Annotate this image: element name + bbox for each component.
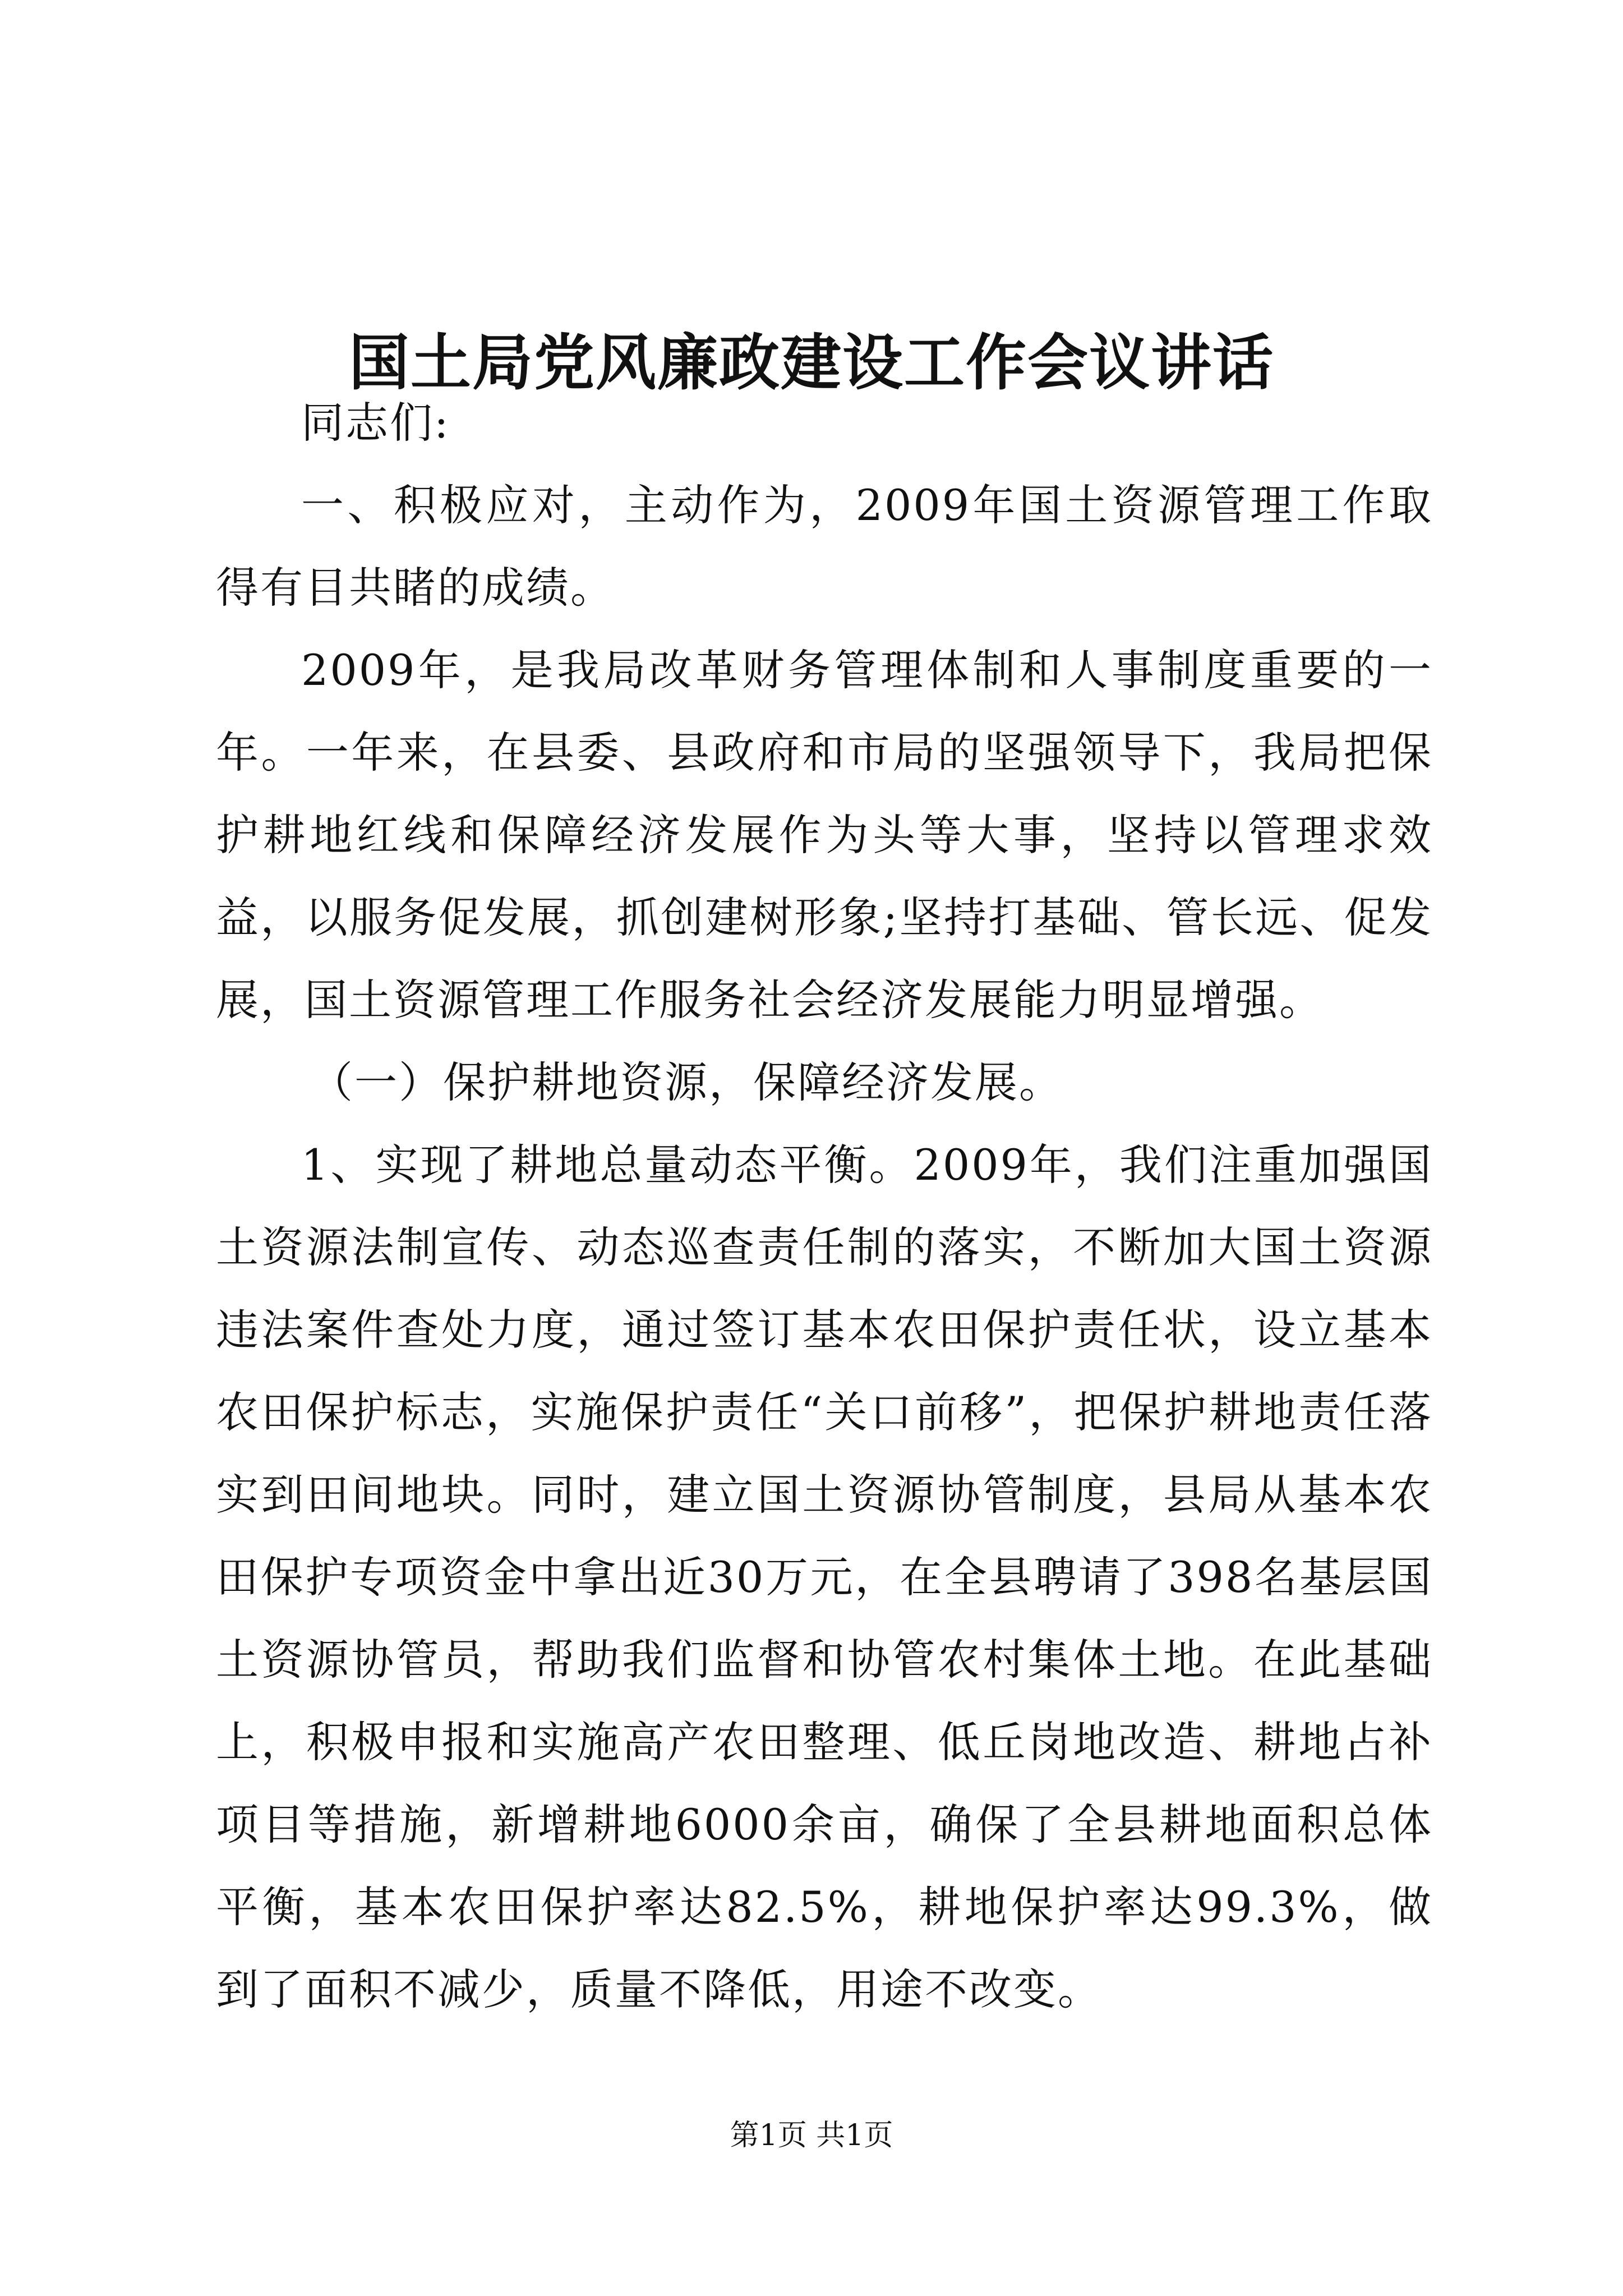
document-title: 国土局党风廉政建设工作会议讲话 [348, 328, 1274, 399]
paragraph-2009-overview: 2009年，是我局改革财务管理体制和人事制度重要的一年。一年来，在县委、县政府和市局的坚强领导下，我局把保护耕地红线和保障经济发展作为头等大事，坚持以管理求效益，以服务促发展，抓创建树形象;坚持打基础、管长远、促发展，国土资源管理工作服务社会经济发展能力明显增强。 [216, 645, 1433, 1025]
document-body [216, 381, 1433, 2031]
paragraph-section-heading: 一、积极应对，主动作为，2009年国土资源管理工作取得有目共睹的成绩。 [216, 480, 1433, 613]
paragraph-salutation: 同志们: [301, 398, 450, 448]
paragraph-subsection-heading: （一）保护耕地资源，保障经济发展。 [310, 1057, 1063, 1107]
paragraph-farmland-balance: 1、实现了耕地总量动态平衡。2009年，我们注重加强国土资源法制宣传、动态巡查责任制的落实，不断加大国土资源违法案件查处力度，通过签订基本农田保护责任状，设立基本农田保护标志，实施保护责任“关口前移”，把保护耕地责任落实到田间地块。同时，建立国土资源协管制度，县局从基本农田保护专项资金中拿出近30万元，在全县聘请了398名基层国土资源协管员，帮助我们监督和协管农村集体土地。在此基础上，积极申报和实施高产农田整理、低丘岗地改造、耕地占补项目等措施，新增耕地6000余亩，确保了全县耕地面积总体平衡，基本农田保护率达82.5%，耕地保护率达99.3%，做到了面积不减少，质量不降低，用途不改变。 [216, 1140, 1433, 2014]
page-footer: 第1页 共1页 [730, 2119, 893, 2152]
